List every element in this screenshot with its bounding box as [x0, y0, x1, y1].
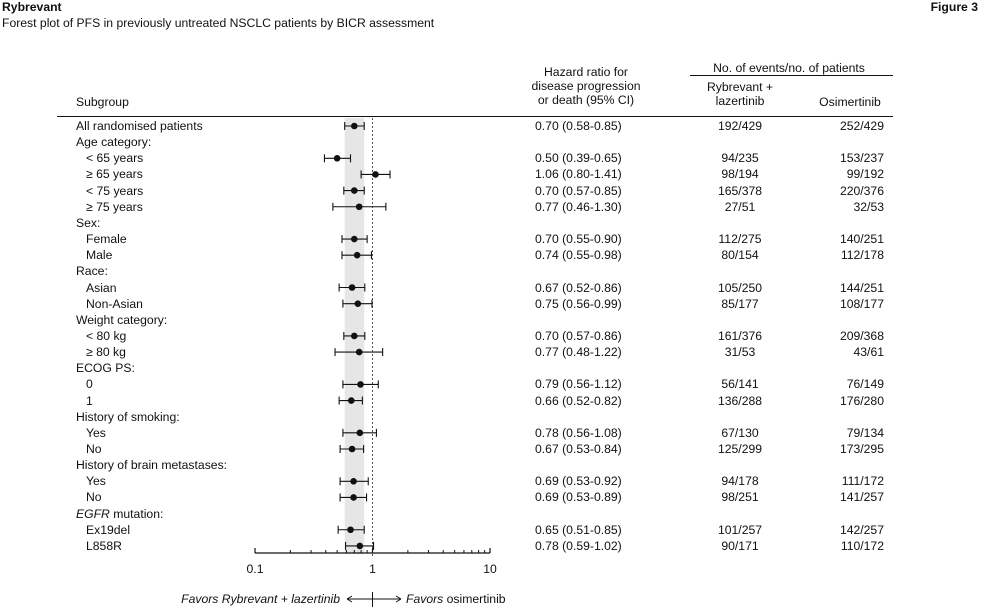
hr-ci-value: 0.70 (0.57-0.85) — [535, 183, 622, 198]
hr-ci-value: 0.70 (0.57-0.86) — [535, 328, 622, 343]
row-label: No — [86, 442, 102, 456]
hr-ci-value: 0.77 (0.48-1.22) — [535, 345, 622, 360]
arm-a-events: 56/141 — [721, 377, 759, 392]
events-column-group-header: No. of events/no. of patients — [713, 61, 865, 75]
hazard-ratio-point — [355, 300, 362, 307]
arm-b-events: 209/368 — [839, 328, 884, 343]
arm-a-events: 192/429 — [717, 119, 763, 133]
hazard-ratio-point — [357, 430, 364, 437]
row-label: Non-Asian — [86, 296, 143, 311]
row-label: Female — [86, 232, 127, 247]
hazard-ratio-point — [351, 123, 358, 130]
hazard-ratio-point — [347, 526, 354, 533]
arm-a-events: 80/154 — [721, 248, 759, 263]
document-title: Rybrevant — [2, 0, 62, 14]
hr-ci-value: 0.70 (0.58-0.85) — [535, 119, 622, 133]
subgroup-column-header: Subgroup — [76, 95, 129, 109]
arm-b-events: 142/257 — [839, 522, 884, 537]
arm-a-events: 94/235 — [721, 151, 759, 166]
hr-ci-value: 0.69 (0.53-0.92) — [535, 474, 622, 489]
row-label: History of brain metastases: — [76, 458, 228, 473]
row-label: Yes — [86, 425, 106, 440]
favors-right-label — [406, 592, 506, 606]
hazard-ratio-point — [351, 333, 358, 340]
arm-a-events: 101/257 — [717, 522, 763, 537]
row-label: History of smoking: — [76, 409, 180, 424]
row-label-suffix: mutation: — [109, 506, 164, 521]
x-tick-label: 1 — [369, 562, 376, 576]
row-label: < 75 years — [86, 183, 144, 198]
arm-b-events: 252/429 — [839, 119, 884, 133]
favors-right-prefix: Favors — [406, 592, 444, 606]
row-label: Weight category: — [76, 312, 168, 327]
hr-ci-value: 0.70 (0.55-0.90) — [535, 232, 622, 247]
row-label: All randomised patients — [76, 119, 203, 133]
hr-ci-value: 0.78 (0.59-1.02) — [535, 538, 622, 553]
hr-ci-value: 0.50 (0.39-0.65) — [535, 151, 622, 166]
hr-ci-value: 0.77 (0.46-1.30) — [535, 199, 622, 214]
row-label: Male — [86, 248, 113, 263]
row-label: Asian — [86, 280, 117, 295]
arm-a-events: 98/194 — [721, 167, 759, 182]
hazard-ratio-point — [356, 349, 363, 356]
arm-b-events: 141/257 — [839, 490, 884, 505]
favors-right-text: osimertinib — [446, 592, 506, 606]
row-label: < 65 years — [86, 151, 144, 166]
arm-b-events: 144/251 — [839, 280, 884, 295]
row-label: ≥ 75 years — [86, 199, 143, 214]
arm-b-events: 99/192 — [846, 167, 884, 182]
hr-ci-value: 0.65 (0.51-0.85) — [535, 522, 622, 537]
arm-a-events: 136/288 — [717, 393, 763, 408]
hazard-ratio-point — [351, 236, 358, 243]
hazard-ratio-point — [349, 446, 356, 453]
arm-a-events: 85/177 — [721, 296, 759, 311]
hr-ci-value: 1.06 (0.80-1.41) — [535, 167, 622, 182]
hazard-ratio-point — [357, 543, 364, 550]
hazard-ratio-point — [350, 494, 357, 501]
arm-b-events: 220/376 — [839, 183, 884, 198]
arm-a-events: 94/178 — [721, 474, 759, 489]
arm-a-events: 161/376 — [717, 328, 763, 343]
hazard-ratio-point — [350, 478, 357, 485]
hazard-ratio-point — [349, 284, 356, 291]
row-label: 0 — [86, 377, 93, 392]
arm-a-events: 112/275 — [718, 232, 762, 247]
arm-a-column-header: Rybrevant + lazertinib — [706, 80, 774, 108]
arm-a-events: 67/130 — [721, 425, 759, 440]
hr-ci-value: 0.75 (0.56-0.99) — [535, 296, 622, 311]
arm-b-column-header: Osimertinib — [819, 95, 881, 109]
row-label: Race: — [76, 264, 108, 279]
row-label: Age category: — [76, 135, 152, 150]
arm-b-events: 176/280 — [839, 393, 884, 408]
arm-a-events: 27/51 — [724, 199, 756, 214]
row-label: L858R — [86, 538, 122, 553]
favors-left-label: Favors Rybrevant + lazertinib — [181, 592, 340, 606]
hr-ci-value: 0.67 (0.52-0.86) — [535, 280, 622, 295]
hr-ci-value: 0.67 (0.53-0.84) — [535, 442, 622, 456]
figure-label: Figure 3 — [930, 0, 978, 14]
hazard-ratio-point — [334, 155, 341, 162]
hazard-ratio-point — [348, 397, 355, 404]
hr-ci-value: 0.74 (0.55-0.98) — [535, 248, 622, 263]
x-tick-label: 0.1 — [246, 562, 264, 576]
hazard-ratio-point — [356, 203, 363, 210]
hr-ci-value: 0.79 (0.56-1.12) — [535, 377, 622, 392]
arm-a-events: 90/171 — [721, 538, 759, 553]
row-label: Yes — [86, 474, 106, 489]
row-label: EGFR mutation: — [76, 506, 164, 521]
arm-b-events: 153/237 — [839, 151, 884, 166]
row-label: Ex19del — [86, 522, 131, 537]
figure-subtitle: Forest plot of PFS in previously untreated NSCLC patients by BICR assessment — [2, 16, 435, 30]
arm-b-events: 79/134 — [846, 425, 884, 440]
arm-b-events: 140/251 — [839, 232, 884, 247]
hr-ci-value: 0.66 (0.52-0.82) — [535, 393, 622, 408]
arm-b-events: 112/178 — [840, 248, 884, 263]
arm-b-events: 173/295 — [839, 442, 884, 456]
arm-b-events: 32/53 — [853, 199, 884, 214]
row-label: 1 — [86, 393, 93, 408]
row-label: Sex: — [76, 215, 101, 230]
hazard-ratio-point — [354, 252, 361, 259]
hazard-ratio-point — [351, 187, 358, 194]
row-label: ECOG PS: — [76, 361, 135, 376]
arm-a-events: 105/250 — [717, 280, 763, 295]
arm-b-events: 111/172 — [841, 474, 884, 489]
row-label: ≥ 65 years — [86, 167, 143, 182]
row-label: ≥ 80 kg — [86, 345, 126, 360]
row-label: No — [86, 490, 102, 505]
hr-ci-value: 0.69 (0.53-0.89) — [535, 490, 622, 505]
hazard-ratio-column-header: Hazard ratio for disease progression or death (95% CI) — [531, 65, 641, 107]
row-label: < 80 kg — [86, 328, 127, 343]
hr-ci-value: 0.78 (0.56-1.08) — [535, 425, 622, 440]
arm-b-events: 76/149 — [846, 377, 884, 392]
x-tick-label: 10 — [483, 562, 497, 576]
arm-b-events: 110/172 — [840, 538, 884, 553]
hazard-ratio-point — [357, 381, 364, 388]
arm-a-events: 165/378 — [717, 183, 763, 198]
arm-b-events: 43/61 — [853, 345, 884, 360]
arm-b-events: 108/177 — [839, 296, 884, 311]
hazard-ratio-point — [372, 171, 379, 178]
arm-a-events: 125/299 — [717, 442, 763, 456]
arm-a-events: 98/251 — [721, 490, 759, 505]
arm-a-events: 31/53 — [724, 345, 756, 360]
